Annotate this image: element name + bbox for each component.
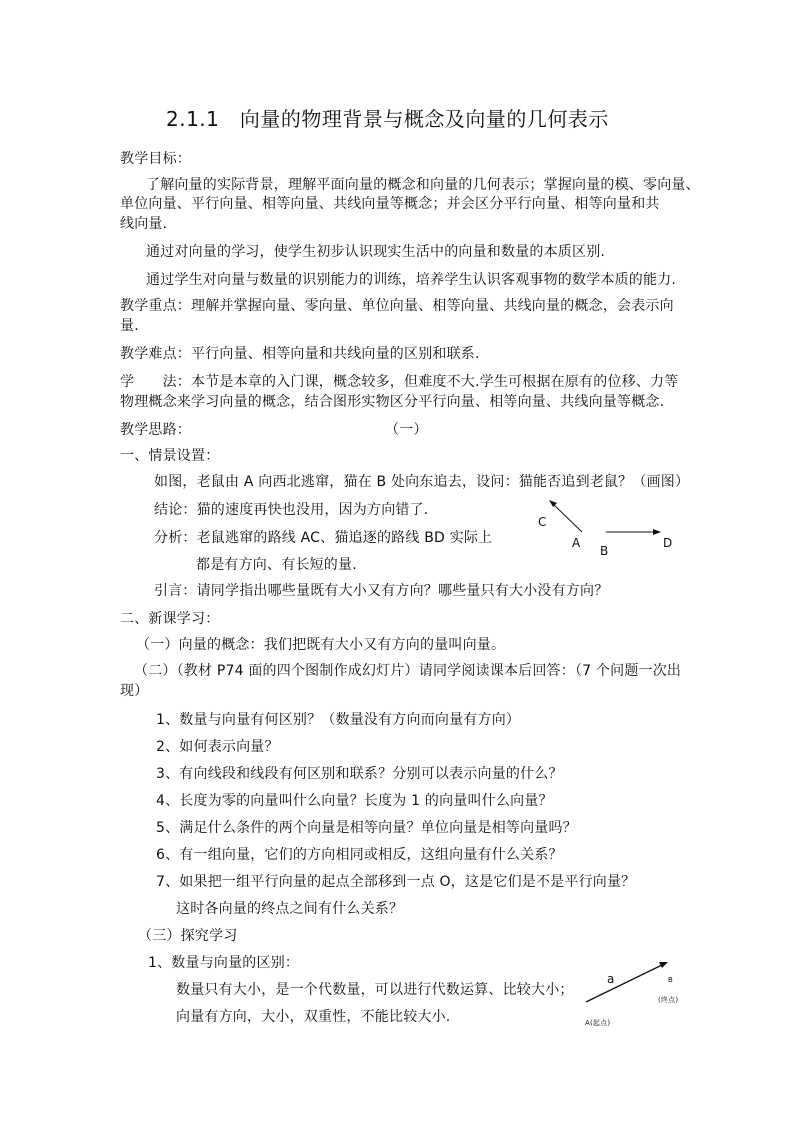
section-2-heading: 二、新课学习： (120, 611, 220, 627)
question-3: 3、有向线段和线段有何区别和联系？分别可以表示向量的什么？ (156, 766, 563, 782)
vector-ab-arrowhead (659, 962, 668, 968)
reading-task-line-2: 现） (120, 683, 149, 699)
figure-label-d: D (663, 536, 673, 550)
question-4: 4、长度为零的向量叫什么向量？长度为 1 的向量叫什么向量？ (156, 793, 553, 809)
vector-concept: （一）向量的概念：我们把既有大小又有方向的量叫向量。 (136, 637, 506, 653)
explore-heading: （三）探究学习 (138, 928, 238, 944)
method-line-1: 学 法：本节是本章的入门课，概念较多，但难度不大.学生可根据在原有的位移、力等 (120, 374, 679, 390)
approach-part: （一） (385, 422, 428, 438)
key-points-line-1: 教学重点：理解并掌握向量、零向量、单位向量、相等向量、共线向量的概念，会表示向 (120, 298, 674, 314)
vector-ab-line (586, 964, 664, 1002)
vector-ac-line (552, 503, 582, 532)
goal-2: 通过对向量的学习，使学生初步认识现实生活中的向量和数量的本质区别. (146, 244, 606, 260)
figure-label-a: A (572, 536, 581, 550)
section-1-heading: 一、情景设置： (120, 448, 220, 464)
figure-2-label-start: A(起点) (585, 1019, 611, 1027)
scene-conclusion: 结论：猫的速度再快也没用，因为方向错了. (154, 502, 429, 518)
figure-label-c: C (538, 515, 547, 529)
goal-1-line-1: 了解向量的实际背景，理解平面向量的概念和向量的几何表示；掌握向量的模、零向量、 (146, 177, 700, 193)
scene-question: 如图，老鼠由 A 向西北逃窜，猫在 B 处向东追去，设问：猫能否追到老鼠？（画图） (154, 474, 690, 490)
goal-1-line-3: 线向量. (120, 216, 168, 232)
question-7: 7、如果把一组平行向量的起点全部移到一点 O，这是它们是不是平行向量？ (156, 874, 636, 890)
figure-2-label-a: a (607, 972, 615, 986)
scene-intro: 引言：请同学指出哪些量既有大小又有方向？哪些量只有大小没有方向？ (154, 583, 609, 599)
approach-label: 教学思路： (120, 422, 191, 438)
question-1: 1、数量与向量有何区别？（数量没有方向而向量有方向） (156, 712, 521, 728)
reading-task-line-1: （二）（教材 P74 面的四个图制作成幻灯片）请同学阅读课本后回答：（7 个问题一次出 (134, 663, 682, 679)
page-title: 2.1.1 向量的物理背景与概念及向量的几何表示 (166, 107, 609, 131)
question-7-continued: 这时各向量的终点之间有什么关系？ (176, 901, 404, 917)
explore-sub-1: 1、数量与向量的区别： (148, 955, 300, 971)
question-5: 5、满足什么条件的两个向量是相等向量？单位向量是相等向量吗？ (156, 820, 577, 836)
question-6: 6、有一组向量，它们的方向相同或相反，这组向量有什么关系？ (156, 847, 563, 863)
vector-ac-arrowhead (549, 500, 557, 507)
difficulty: 教学难点：平行向量、相等向量和共线向量的区别和联系. (120, 346, 480, 362)
goals-label: 教学目标： (120, 151, 191, 167)
scalar-description: 数量只有大小，是一个代数量，可以进行代数运算、比较大小； (176, 982, 574, 998)
goal-3: 通过学生对向量与数量的识别能力的训练，培养学生认识客观事物的数学本质的能力. (146, 272, 677, 288)
key-points-line-2: 量. (120, 318, 139, 334)
question-2: 2、如何表示向量？ (156, 739, 279, 755)
scene-analysis-line-1: 分析：老鼠逃窜的路线 AC、猫追逐的路线 BD 实际上 (154, 530, 493, 546)
goal-1-line-2: 单位向量、平行向量、相等向量、共线向量等概念；并会区分平行向量、相等向量和共 (120, 196, 660, 212)
figure-2-label-b: B (668, 976, 674, 984)
figure-2-label-end: (终点) (658, 996, 679, 1004)
method-line-2: 物理概念来学习向量的概念，结合图形实物区分平行向量、相等向量、共线向量等概念. (120, 394, 665, 410)
scene-analysis-line-2: 都是有方向、有长短的量. (196, 557, 357, 573)
vector-description: 向量有方向，大小，双重性，不能比较大小. (176, 1009, 451, 1025)
vector-bd-arrowhead (653, 529, 661, 535)
figure-label-b: B (600, 544, 609, 558)
